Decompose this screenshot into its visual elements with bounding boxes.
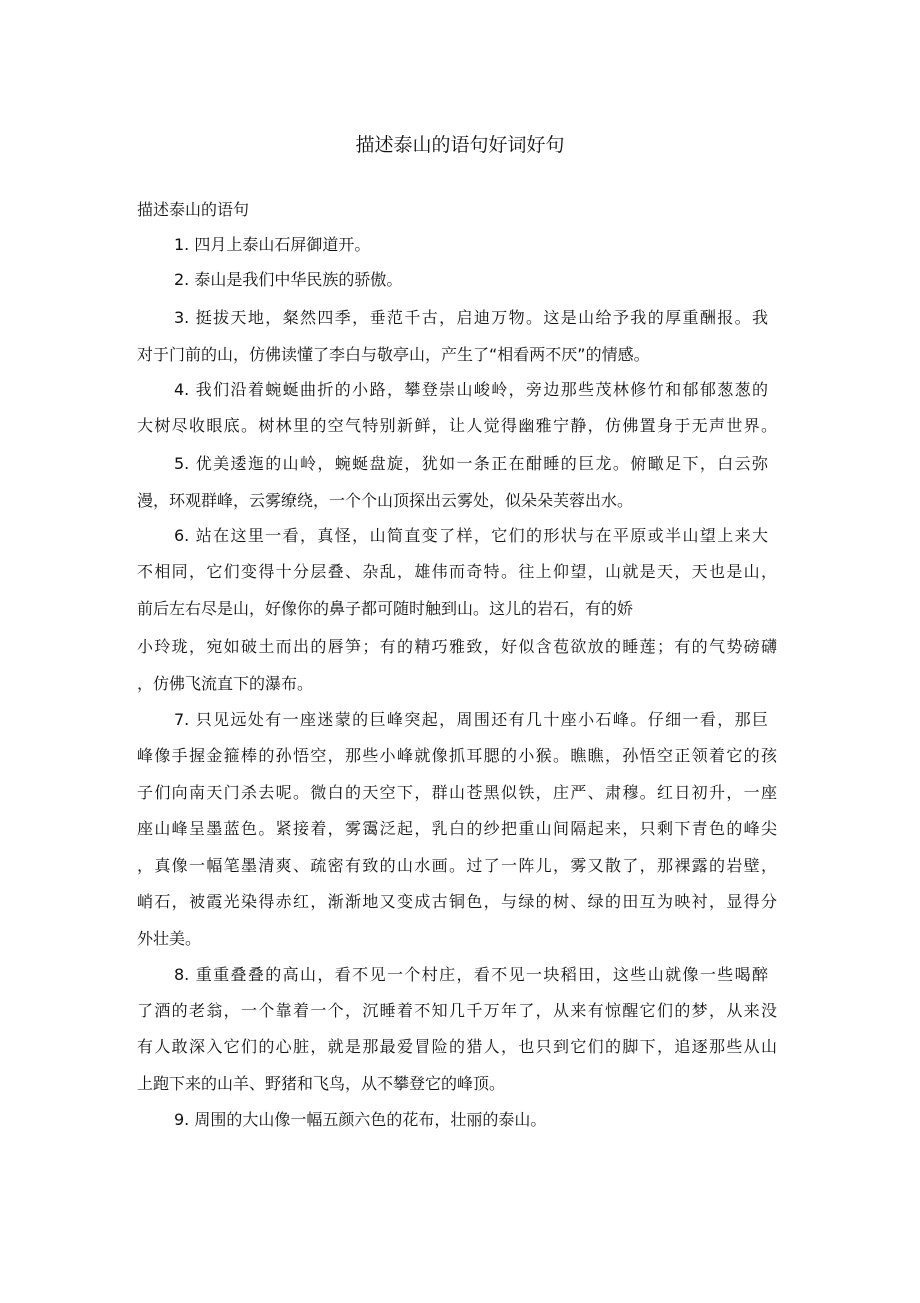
item-5-line-1: 5. 优美逶迤的山岭，蜿蜒盘旋，犹如一条正在酣睡的巨龙。俯瞰足下，白云弥 bbox=[174, 454, 768, 473]
item-7-line-6: 峭石，被霞光染得赤红，渐渐地又变成古铜色，与绿的树、绿的田互为映衬，显得分 bbox=[137, 892, 777, 911]
item-3-line-1: 3. 挺拔天地，粲然四季，垂范千古，启迪万物。这是山给予我的厚重酬报。我 bbox=[174, 308, 768, 327]
item-8-line-2: 了酒的老翁，一个靠着一个，沉睡着不知几千万年了，从来有惊醒它们的梦，从来没 bbox=[137, 1001, 777, 1020]
item-9-line-1: 9. 周围的大山像一幅五颜六色的花布，壮丽的泰山。 bbox=[174, 1110, 547, 1129]
item-1-line-1: 1. 四月上泰山石屏御道开。 bbox=[174, 235, 371, 254]
item-7-line-2: 峰像手握金箍棒的孙悟空，那些小峰就像抓耳腮的小猴。瞧瞧，孙悟空正领着它的孩 bbox=[137, 746, 777, 765]
item-8-line-3: 有人敢深入它们的心脏，就是那最爱冒险的猎人，也只到它们的脚下，追逐那些从山 bbox=[137, 1037, 777, 1056]
item-8-line-1: 8. 重重叠叠的高山，看不见一个村庄，看不见一块稻田，这些山就像一些喝醉 bbox=[174, 965, 768, 984]
item-6-line-3: 前后左右尽是山，好像你的鼻子都可随时触到山。这儿的岩石，有的娇 bbox=[137, 599, 634, 618]
item-7-line-3: 子们向南天门杀去呢。微白的天空下，群山苍黑似铁，庄严、肃穆。红日初升，一座 bbox=[137, 783, 777, 802]
item-7-line-4: 座山峰呈墨蓝色。紧接着，雾霭泛起，乳白的纱把重山间隔起来，只剩下青色的峰尖 bbox=[137, 819, 777, 838]
item-8-line-4: 上跑下来的山羊、野猪和飞鸟，从不攀登它的峰顶。 bbox=[137, 1074, 506, 1093]
item-7-line-5: ，真像一幅笔墨清爽、疏密有致的山水画。过了一阵儿，雾又散了，那裸露的岩壁， bbox=[137, 856, 777, 875]
item-4-line-2: 大树尽收眼底。树林里的空气特别新鲜，让人觉得幽雅宁静，仿佛置身于无声世界。 bbox=[137, 416, 777, 435]
item-7-line-7: 外壮美。 bbox=[137, 929, 202, 948]
item-6-line-4: 小玲珑，宛如破土而出的唇笋；有的精巧雅致，好似含苞欲放的睡莲；有的气势磅礴 bbox=[137, 637, 777, 656]
item-6-line-5: ，仿佛飞流直下的瀑布。 bbox=[137, 674, 314, 693]
item-6-line-2: 不相同，它们变得十分层叠、杂乱，雄伟而奇特。往上仰望，山就是天，天也是山， bbox=[137, 562, 777, 581]
item-4-line-1: 4. 我们沿着蜿蜒曲折的小路，攀登崇山峻岭，旁边那些茂林修竹和郁郁葱葱的 bbox=[174, 380, 768, 399]
item-6-line-1: 6. 站在这里一看，真怪，山简直变了样，它们的形状与在平原或半山望上来大 bbox=[174, 526, 768, 545]
item-2-line-1: 2. 泰山是我们中华民族的骄傲。 bbox=[174, 270, 403, 289]
item-5-line-2: 漫，环观群峰，云雾缭绕，一个个山顶探出云雾处，似朵朵芙蓉出水。 bbox=[137, 491, 634, 510]
item-3-line-2: 对于门前的山，仿佛读懂了李白与敬亭山，产生了“相看两不厌”的情感。 bbox=[137, 345, 650, 364]
document-title: 描述泰山的语句好词好句 bbox=[355, 134, 565, 156]
section-title: 描述泰山的语句 bbox=[137, 200, 250, 219]
item-7-line-1: 7. 只见远处有一座迷蒙的巨峰突起，周围还有几十座小石峰。仔细一看，那巨 bbox=[174, 710, 768, 729]
